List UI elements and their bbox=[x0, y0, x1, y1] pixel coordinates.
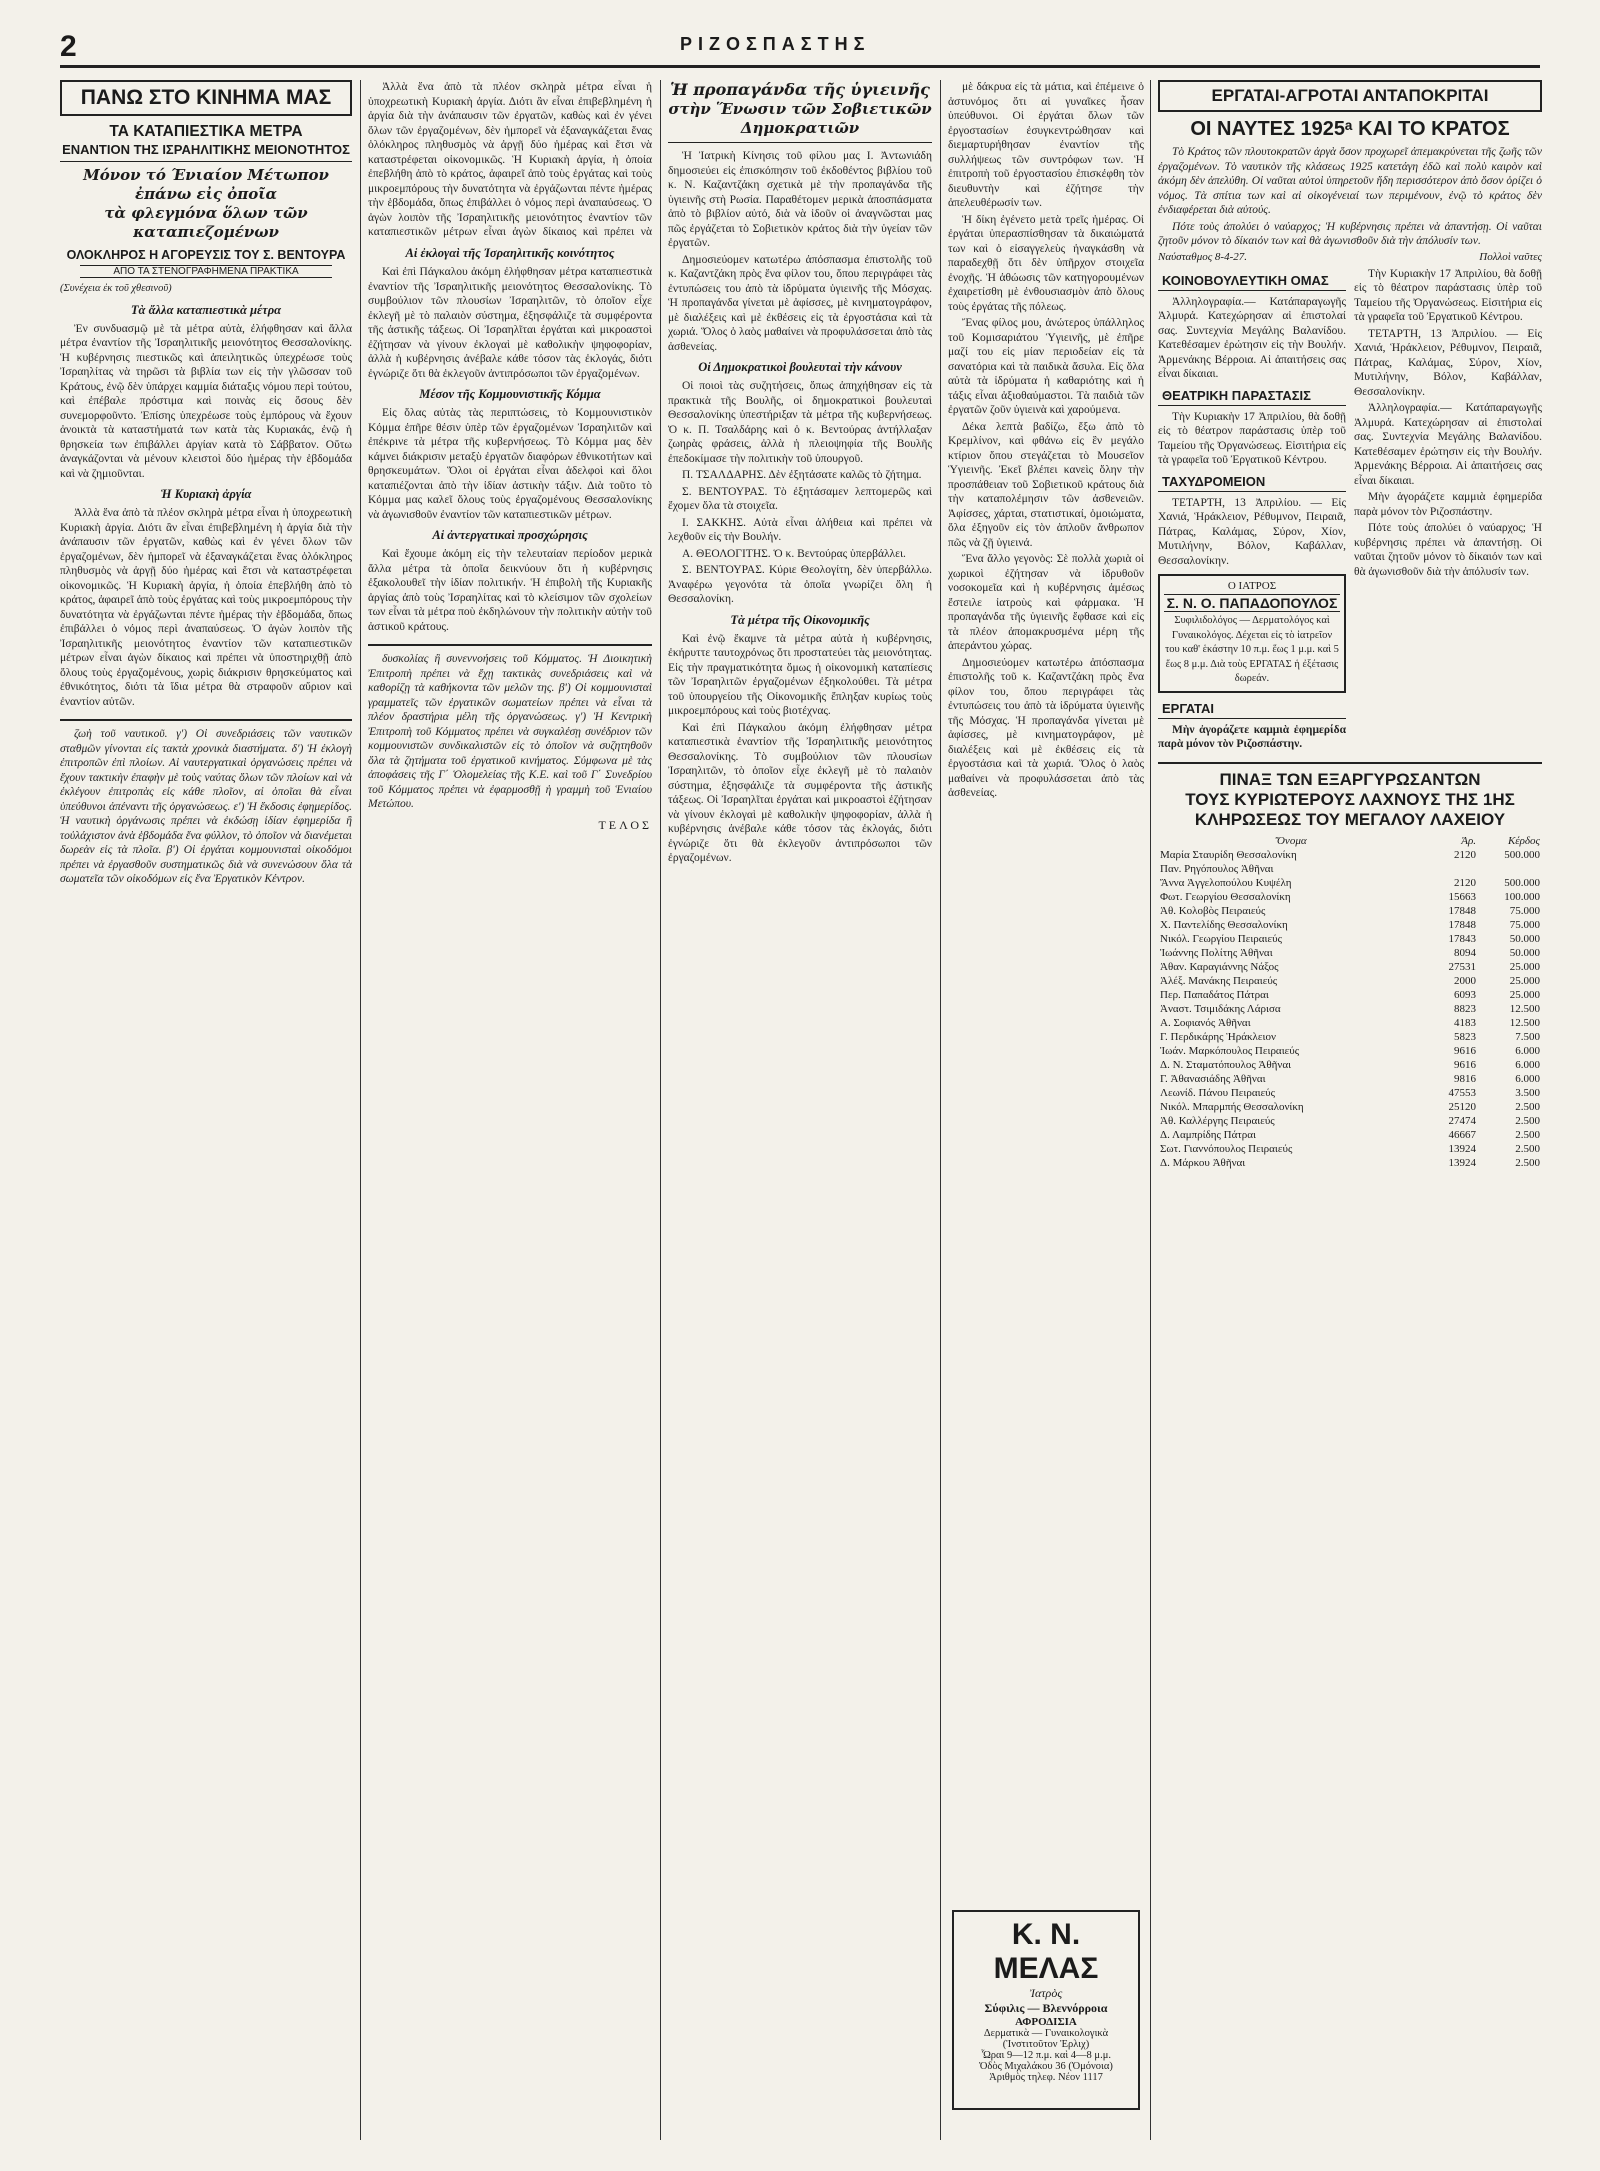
ad-line: ΑΦΡΟΔΙΣΙΑ bbox=[1015, 2016, 1077, 2028]
winner-name: Μαρία Σταυρίδη Θεσσαλονίκη bbox=[1160, 848, 1297, 861]
section-box: ΠΑΝΩ ΣΤΟ ΚΙΝΗΜΑ ΜΑΣ bbox=[60, 80, 352, 116]
winner-name: Περ. Παπαδάτος Πάτραι bbox=[1160, 988, 1269, 1001]
subhead: Ἡ Κυριακὴ ἀργία bbox=[160, 487, 252, 501]
table-row bbox=[1158, 974, 1542, 988]
prize-amount: 12.500 bbox=[1509, 1002, 1540, 1015]
table-row bbox=[1158, 960, 1542, 974]
prize-amount: 6.000 bbox=[1515, 1072, 1540, 1085]
winner-name: Α. Σοφιανός Ἀθῆναι bbox=[1160, 1016, 1251, 1029]
prize-amount: 75.000 bbox=[1509, 904, 1540, 917]
winner-name: Ἰωάννης Πολίτης Ἀθῆναι bbox=[1160, 946, 1273, 959]
end-marker: ΤΕΛΟΣ bbox=[598, 817, 652, 832]
table-title: ΤΟΥΣ ΚΥΡΙΩΤΕΡΟΥΣ ΛΑΧΝΟΥΣ ΤΗΣ 1ΗΣ bbox=[1185, 789, 1515, 809]
table-row bbox=[1158, 946, 1542, 960]
ticket-number: 17843 bbox=[1448, 932, 1476, 945]
winner-name: Ἰωάν. Μαρκόπουλος Πειραιεύς bbox=[1160, 1044, 1300, 1057]
signature: Πολλοὶ ναῦτες bbox=[1479, 250, 1542, 263]
column-rule bbox=[940, 80, 941, 2140]
table-row bbox=[1158, 1100, 1542, 1114]
article-body: Μὴν ἀγοράζετε καμμιὰ ἐφημερίδα παρὰ μόνον τὸν Ριζοσπάστην. bbox=[1158, 723, 1346, 750]
column-rule bbox=[660, 80, 661, 2140]
ticket-number: 4183 bbox=[1454, 1016, 1476, 1029]
table-row bbox=[1158, 988, 1542, 1002]
winner-name: Δ. Ν. Σταματόπουλος Ἀθῆναι bbox=[1160, 1058, 1292, 1071]
section-head: ΕΡΓΑΤΑΙ bbox=[1158, 699, 1346, 719]
prize-amount: 6.000 bbox=[1515, 1058, 1540, 1071]
article-body: Ἐν συνδυασμῷ μὲ τὰ μέτρα αὐτὰ, ἐλήφθησαν καὶ ἄλλα μέτρα ἐναντίον τῆς Ἰσραηλιτικῆς μειονότητος Θεσσαλονίκης. Ἡ κυβέρνησις πιεστικῶς καὶ ἀπειλητικῶς ὑπεχρέωσε τοὺς Ἰσραηλίτας νὰ τηρῶσι τὰ βιβλία των εἰς τὴν γλῶσσαν τοῦ Κράτους, ἐνῷ δὲν ὑπάρχει καμμία διάταξις νόμου περὶ τούτου, καὶ ἐπέβαλε πρόστιμα καὶ ποινὰς εἰς ὅσους δὲν συνεμορφοῦντο. Ἐπίσης ὑπεχρέωσε τοὺς ἐμπόρους νὰ ἔχουν ἀνοικτὰ τὰ καταστήματά των κατὰ τὰς Κυριακάς, ἐνῷ ἡ θρησκεία των ἐπιβάλλει ἀργίαν κατὰ τὸ Σάββατον. Οὕτω ἀναγκάζονται νὰ μένουν κλειστοὶ δύο ἡμέρας τὴν ἑβδομάδα καὶ νὰ ζημιοῦνται. bbox=[60, 322, 352, 480]
table-row bbox=[1158, 1002, 1542, 1016]
table-row bbox=[1158, 918, 1542, 932]
ad-label: Ο ΙΑΤΡΟΣ bbox=[1227, 580, 1277, 592]
article-body: μὲ δάκρυα εἰς τὰ μάτια, καὶ ἐπέμεινε ὁ ἀστυνόμος ὅτι αἱ γυναῖκες ἦσαν ὑπεύθυνοι. Οἱ ἐργάται ὅλων τῶν ἐργοστασίων ἐσυγκεντρώθησαν καὶ διεμαρτυρήθησαν ἐναντίον τῆς συλλήψεως τῶν συντρόφων των. Ἡ ἐπιτροπὴ τοῦ ἐργοστασίου ἐπισκέφθη τὸν διευθυντὴν καὶ ἐζήτησε τὴν ἀπελευθέρωσίν των. Ἡ δίκη ἐγένετο μετὰ τρεῖς ἡμέρας. Οἱ ἐργάται ὑπερασπίσθησαν τὰ δικαιώματά των καὶ ὁ εἰσαγγελεὺς ἠναγκάσθη νὰ παραδεχθῇ ὅτι δὲν ὑπῆρχον στοιχεῖα ἐνοχῆς. Ἡ ἀθώωσις τῶν κατηγορουμένων ἐχαιρετίσθη μὲ ἐνθουσιασμὸν ἀπὸ ὅλους τοὺς ἐργάτας τῆς πόλεως. Ἔνας φίλος μου, ἀνώτερος ὑπάλληλος τοῦ Κομισαριάτου Ὑγιεινῆς, μὲ ἐπῆρε μαζί του εἰς μίαν περιοδείαν εἰς τὰ σανατόρια καὶ τὰ παιδικὰ ἄσυλα. Εἰς ὅλα αὐτὰ τὰ ἱδρύματα ἡ καθαριότης καὶ ἡ τάξις εἶναι ἀξιοθαύμαστοι. Τὰ παιδιὰ τῶν ἐργατῶν ζοῦν ὑγιεινὰ καὶ χαρούμενα. Δέκα λεπτὰ βαδίζω, ἔξω ἀπὸ τὸ Κρεμλίνον, καὶ φθάνω εἰς ἓν μεγάλο κτίριον ὅπου στεγάζεται τὸ Μουσεῖον Ὑγιεινῆς. Ἐκεῖ βλέπει κανεὶς ὅλην τὴν προσπάθειαν τοῦ Σοβιετικοῦ κράτους διὰ τὴν καταπολέμησιν τῶν ἀσθενειῶν. Ἀφίσσες, χάρται, στατιστικαί, ὁμοιώματα, ὅλα ἐξηγοῦν εἰς τὸν ἁπλοῦν ἄνθρωπον πῶς νὰ ζῇ ὑγιεινά. Ἕνα ἄλλο γεγονὸς: Σὲ πολλὰ χωριὰ οἱ χωρικοὶ ἐζήτησαν νὰ ἱδρυθοῦν νοσοκομεῖα καὶ ἡ κυβέρνησις ἀμέσως ἔστειλε ἰατροὺς καὶ φάρμακα. Ἡ προπαγάνδα τῆς ὑγιεινῆς ἔφθασε καὶ εἰς τὰ πλέον ἀπομακρυσμένα μέρη τῆς ἀπεράντου χώρας. Δημοσιεύομεν κατωτέρω ἀπόσπασμα ἐπιστολῆς τοῦ κ. Καζαντζάκη πρὸς ἕνα φίλον του, ὅπου περιγράφει τὰς ἐντυπώσεις του ἀπὸ τὰ ἰδρύματα ὑγιεινῆς τῆς Μόσχας. Ἡ προπαγάνδα γίνεται μὲ ἀφίσσες, μὲ κινηματογράφον, μὲ διαλέξεις καὶ μὲ ἐκθέσεις εἰς τὰ ἐργοστάσια καὶ τὰ χωριά. Ὅλος ὁ λαὸς μαθαίνει νὰ προφυλάσσεται ἀπὸ τὰς ἀσθενείας. bbox=[948, 81, 1144, 799]
winner-name: Ἀθ. Κολοβὸς Πειραιεύς bbox=[1160, 904, 1266, 917]
table-row bbox=[1158, 904, 1542, 918]
script-line-1: Μόνον τό Ένιαίον Μέτωπον ἐπάνω εἰς ὀποῖα bbox=[83, 166, 329, 203]
page-number: 2 bbox=[60, 30, 77, 63]
winner-name: Δ. Μάρκου Ἀθῆναι bbox=[1160, 1156, 1246, 1169]
paper-name: ΡΙΖΟΣΠΑΣΤΗΣ bbox=[680, 34, 871, 54]
winner-name: Ἀθ. Καλλέργης Πειραιεύς bbox=[1160, 1114, 1275, 1127]
ticket-number: 17848 bbox=[1448, 918, 1476, 931]
article-body: Εἰς ὅλας αὐτὰς τὰς περιπτώσεις, τὸ Κομμουνιστικὸν Κόμμα ἐπῆρε θέσιν ὑπὲρ τῶν ἐργαζομένων Ἰσραηλιτῶν καὶ ἐπέκρινε τὰ μέτρα τῆς κυβερνήσεως. Τὸ Κόμμα μας δὲν κάμνει διάκρισιν μεταξὺ ἐργατῶν διαφόρων ἐθνικοτήτων καὶ θρησκευμάτων. Ὅλοι οἱ ἐργάται εἶναι ἀδελφοὶ καὶ ὅλοι καταπιέζονται ἀπὸ τὴν ἰδίαν ἀστικὴν τάξιν. Διὰ τοῦτο τὸ Κόμμα μας καλεῖ ὅλους τοὺς ἐργαζομένους Θεσσαλονίκης νὰ ἀγωνισθοῦν ἐναντίον τῶν καταπιεστικῶν μέτρων. bbox=[368, 407, 652, 521]
ad-line: Ὧραι 9—12 π.μ. καὶ 4—8 μ.μ. bbox=[981, 2050, 1111, 2061]
headline: ΟΙ ΝΑΥΤΕΣ 1925ᵃ ΚΑΙ ΤΟ ΚΡΑΤΟΣ bbox=[1190, 118, 1510, 140]
ticket-number: 15663 bbox=[1448, 890, 1476, 903]
ticket-number: 17848 bbox=[1448, 904, 1476, 917]
doctor-ad bbox=[1158, 574, 1346, 693]
table-title: ΚΛΗΡΩΣΕΩΣ ΤΟΥ ΜΕΓΑΛΟΥ ΛΑΧΕΙΟΥ bbox=[1194, 809, 1506, 829]
table-row bbox=[1158, 1030, 1542, 1044]
article-body: Οἱ ποιοὶ τὰς συζητήσεις, ὅπως ἀπηχήθησαν εἰς τὰ πρακτικὰ τῆς Βουλῆς, οἱ δημοκρατικοὶ βουλευταὶ Θεσσαλονίκης ὑπεστήριξαν τὰ μέτρα τῆς κυβερνήσεως. Ὁ κ. Π. Τσαλδάρης καὶ ὁ κ. Βεντούρας ἀντήλλαξαν ζωηρὰς φράσεις, ἀλλὰ ἡ πλειοψηφία τῆς Βουλῆς ἐπεδοκίμασε τὴν πολιτικὴν τοῦ ὑπουργοῦ. Π. ΤΣΑΛΔΑΡΗΣ. Δὲν ἐξητάσατε καλῶς τὸ ζήτημα. Σ. ΒΕΝΤΟΥΡΑΣ. Τὸ ἐξητάσαμεν λεπτομερῶς καὶ ἔχομεν ὅλα τὰ στοιχεῖα. Ι. ΣΑΚΚΗΣ. Αὐτὰ εἶναι ἀλήθεια καὶ πρέπει νὰ λεχθοῦν εἰς τὴν Βουλήν. Α. ΘΕΟΛΟΓΙΤΗΣ. Ὁ κ. Βεντούρας ὑπερβάλλει. Σ. ΒΕΝΤΟΥΡΑΣ. Κύριε Θεολογίτη, δὲν ὑπερβάλλω. Ἀναφέρω γεγονότα τὰ ὁποῖα γνωρίζει ὅλη ἡ Θεσσαλονίκη. bbox=[668, 380, 932, 605]
section-head: ΚΟΙΝΟΒΟΥΛΕΥΤΙΚΗ ΟΜΑΣ bbox=[1158, 271, 1346, 291]
prize-amount: 12.500 bbox=[1509, 1016, 1540, 1029]
ad-line: (Ἰνστιτοῦτον Ἐρλιχ) bbox=[1002, 2039, 1090, 2050]
subhead: Μέσον τῆς Κομμουνιστικῆς Κόμμα bbox=[419, 387, 601, 401]
prize-amount bbox=[1478, 862, 1542, 876]
headline-2: ΕΝΑΝΤΙΟΝ ΤΗΣ ΙΣΡΑΗΛΙΤΙΚΗΣ ΜΕΙΟΝΟΤΗΤΟΣ bbox=[60, 141, 352, 162]
prize-amount: 50.000 bbox=[1509, 946, 1540, 959]
column-1 bbox=[60, 80, 352, 2140]
ticket-number: 27531 bbox=[1448, 960, 1476, 973]
column-rule bbox=[1150, 80, 1151, 2140]
ticket-number: 2000 bbox=[1454, 974, 1476, 987]
article-body: Ἡ Ἰατρικὴ Κίνησις τοῦ φίλου μας Ι. Ἀντωνιάδη δημοσιεύει εἰς ἐπισκόπησιν τοῦ ἐκδοθέντος βιβλίου τοῦ κ. Ν. Καζαντζάκη σχετικὰ μὲ τὴν προπαγάνδα τῆς ὑγιεινῆς στὴ Ρωσία. Παραθέτομεν μερικὰ ἀποσπάσματα ἀπὸ τὸ βιβλίον αὐτό, διὰ νὰ ἰδοῦν οἱ ἀναγνῶσται μας πῶς ἐργάζεται τὸ Σοβιετικὸν κράτος διὰ τὴν ὑγείαν τῶν ἐργατῶν. Δημοσιεύομεν κατωτέρω ἀπόσπασμα ἐπιστολῆς τοῦ κ. Καζαντζάκη πρὸς ἕνα φίλον του, ὅπου περιγράφει τὰς ἐντυπώσεις του ἀπὸ τὰ ἰδρύματα ὑγιεινῆς τῆς Μόσχας. Ἡ προπαγάνδα γίνεται μὲ ἀφίσσες, μὲ κινηματογράφον, μὲ διαλέξεις καὶ μὲ ἐκθέσεις εἰς τὰ ἐργοστάσια καὶ τὰ χωριά. Ὅλος ὁ λαὸς μαθαίνει νὰ προφυλάσσεται ἀπὸ τὰς ἀσθενείας. bbox=[668, 150, 932, 353]
article-body: ΤΕΤΑΡΤΗ, 13 Ἀπριλίου. — Εἰς Χανιά, Ἡράκλειον, Ρέθυμνον, Πειραιᾶ, Πάτρας, Καλάμας, Σύρον, Χίον, Μυτιλήνην, Βόλον, Καβάλλαν, Θεσσαλονίκην. bbox=[1158, 496, 1346, 567]
prize-amount: 2.500 bbox=[1515, 1100, 1540, 1113]
table-header-row bbox=[1158, 834, 1542, 848]
prize-amount: 50.000 bbox=[1509, 932, 1540, 945]
winner-name: Δ. Λαμπρίδης Πάτραι bbox=[1160, 1128, 1256, 1141]
column-rule bbox=[360, 80, 361, 2140]
winner-name: Φωτ. Γεωργίου Θεσσαλονίκη bbox=[1160, 890, 1291, 903]
masthead bbox=[60, 30, 1540, 68]
prize-amount: 2.500 bbox=[1515, 1114, 1540, 1127]
prize-amount: 500.000 bbox=[1504, 848, 1540, 861]
table-row bbox=[1158, 890, 1542, 904]
table-title: ΠΙΝΑΞ ΤΩΝ ΕΞΑΡΓΥΡΩΣΑΝΤΩΝ bbox=[1219, 769, 1481, 789]
prize-amount: 25.000 bbox=[1509, 988, 1540, 1001]
ticket-number: 9616 bbox=[1454, 1044, 1476, 1057]
column-2 bbox=[368, 80, 652, 2140]
winner-name: Ἀθαν. Καραγιάννης Νάξος bbox=[1160, 960, 1279, 973]
article-body: Καὶ ἐπὶ Πάγκαλου ἀκόμη ἐλήφθησαν μέτρα καταπιεστικὰ ἐναντίον τῆς Ἰσραηλιτικῆς μειονότητος Θεσσαλονίκης. Τὸ συμβούλιον τῶν πλουσίων Ἰσραηλιτῶν, τὸ ὁποῖον εἶχε ἐκλεγῆ μὲ τὸ παλαιὸν σύστημα, ἐξησφάλιζε τὰ συμφέροντα τῆς ἀστικῆς τάξεως. Οἱ Ἰσραηλῖται ἐργάται καὶ μικροαστοὶ ἐζήτησαν νὰ γίνουν ἐκλογαὶ μὲ καθολικὴν ψηφοφορίαν, ἀλλὰ ἡ κυβέρνησις ἀνέβαλε κάθε τόσον τὰς ἐκλογάς, διότι ἐγνώριζε ὅτι θὰ ἐκλεγοῦν ἀντιπρόσωποι τῶν ἐργαζομένων. bbox=[368, 266, 652, 380]
article-body: Ἀλληλογραφία.— Κατάπαραγωγῆς Ἀλμυρά. Κατεχώρησαν αἱ ἐπιστολαί σας. Συντεχνία Μεγάλης Βαλανίδου. Κατεθέσαμεν ἐρώτησιν εἰς τὴν Βουλήν. Ἀρμενάκης Βέρροια. Αἱ ἀπαιτήσεις σας εἶναι δίκαιαι. bbox=[1158, 295, 1346, 380]
ticket-number: 6093 bbox=[1454, 988, 1476, 1001]
subhead: Τὰ μέτρα τῆς Οἰκονομικῆς bbox=[730, 612, 870, 627]
ticket-number: 2120 bbox=[1454, 876, 1476, 889]
prize-amount: 25.000 bbox=[1509, 974, 1540, 987]
prize-amount: 2.500 bbox=[1515, 1142, 1540, 1155]
prize-amount: 6.000 bbox=[1515, 1044, 1540, 1057]
subheadline: ΟΛΟΚΛΗΡΟΣ Η ΑΓΟΡΕΥΣΙΣ ΤΟΥ Σ. ΒΕΝΤΟΥΡΑ bbox=[66, 248, 346, 262]
table-row bbox=[1158, 1044, 1542, 1058]
ad-name: Κ. Ν. ΜΕΛΑΣ bbox=[993, 1918, 1099, 1985]
subhead: Οἱ Δημοκρατικοὶ βουλευταὶ τὴν κάνουν bbox=[698, 360, 902, 374]
table-row bbox=[1158, 1058, 1542, 1072]
column-header: Ἀρ. bbox=[1461, 834, 1476, 847]
article-body: Ἀλλὰ ἕνα ἀπὸ τὰ πλέον σκληρὰ μέτρα εἶναι ἡ ὑποχρεωτικὴ Κυριακὴ ἀργία. Διότι ἂν εἶναι ἐπιβεβλημένη ἡ ἀργία διὰ τὴν ἀνάπαυσιν τῶν ἐργατῶν, καθὼς καὶ ἐν γένει ὅλων τῶν ἐργαζομένων, δὲν ἠμπορεῖ νὰ ἐξαναγκάζεται ἕνας ὁλόκληρος πληθυσμὸς νὰ ἀργῇ δύο ἡμέρας καὶ ἔτσι νὰ καταστρέφεται οἰκονομικῶς. Ἡ Κυριακὴ ἀργία, ἡ ὁποία ἐπεβλήθη ἀπὸ τὸ κράτος, ἀφαιρεῖ ἀπὸ τοὺς ἐργάτας καὶ τοὺς μικροεμπόρους τὴν δυνατότητα νὰ ἐργάζωνται πέντε ἡμέρας τὴν ἑβδομάδα, ὅπως ἐπιβάλλει ὁ νόμος περὶ ἀναπαύσεως. Ὁ ἀγὼν λοιπὸν τῆς Ἰσραηλιτικῆς μειονότητος ἐναντίον τῶν καταπιεστικῶν μέτρων εἶναι ἀγὼν δίκαιος καὶ πρέπει νὰ ὑποστηριχθῇ ἀπὸ ὅλους τοὺς ἐργαζομένους, χωρὶς διάκρισιν θρησκεύματος καὶ ἐθνικότητος, διότι τὰ ἴδια μέτρα θὰ στραφοῦν αὔριον καὶ ἐναντίον αὐτῶν. bbox=[60, 507, 352, 708]
right-subcol bbox=[1354, 267, 1542, 754]
ticket-number: 8094 bbox=[1454, 946, 1476, 959]
prize-amount: 25.000 bbox=[1509, 960, 1540, 973]
article-body: Τὴν Κυριακὴν 17 Ἀπριλίου, θὰ δοθῇ εἰς τὸ θέατρον παράστασις ὑπὲρ τοῦ Ταμείου τῆς Ὀργανώσεως. Εἰσιτήρια εἰς τὰ γραφεῖα τοῦ Ἐργατικοῦ Κέντρου. bbox=[1158, 410, 1346, 466]
subhead: Τὰ ἄλλα καταπιεστικὰ μέτρα bbox=[130, 302, 282, 317]
article-body: Ἀλλὰ ἕνα ἀπὸ τὰ πλέον σκληρὰ μέτρα εἶναι ἡ ὑποχρεωτικὴ Κυριακὴ ἀργία. Διότι ἂν εἶναι ἐπιβεβλημένη ἡ ἀργία διὰ τὴν ἀνάπαυσιν τῶν ἐργατῶν, καθὼς καὶ ἐν γένει ὅλων τῶν ἐργαζομένων, δὲν ἠμπορεῖ νὰ ἐξαναγκάζεται ἕνας ὁλόκληρος πληθυσμὸς νὰ ἀργῇ δύο ἡμέρας καὶ ἔτσι νὰ καταστρέφεται οἰκονομικῶς. Ἡ Κυριακὴ ἀργία, ἡ ὁποία ἐπεβλήθη ἀπὸ τὸ κράτος, ἀφαιρεῖ ἀπὸ τοὺς ἐργάτας καὶ τοὺς μικροεμπόρους τὴν δυνατότητα νὰ ἐργάζωνται πέντε ἡμέρας τὴν ἑβδομάδα, ὅπως ἐπιβάλλει ὁ νόμος περὶ ἀναπαύσεως. Ὁ ἀγὼν λοιπὸν τῆς Ἰσραηλιτικῆς μειονότητος ἐναντίον τῶν καταπιεστικῶν μέτρων εἶναι ἀγὼν δίκαιος καὶ πρέπει νὰ bbox=[368, 81, 652, 238]
column-header: Ὄνομα bbox=[1275, 834, 1307, 847]
table-row bbox=[1158, 1114, 1542, 1128]
prize-amount: 3.500 bbox=[1515, 1086, 1540, 1099]
table-row bbox=[1158, 1016, 1542, 1030]
winner-name: Παν. Ρηγόπουλος Ἀθῆναι bbox=[1160, 862, 1274, 875]
ticket-number: 25120 bbox=[1448, 1100, 1476, 1113]
banner: ΕΡΓΑΤΑΙ-ΑΓΡΟΤΑΙ ΑΝΤΑΠΟΚΡΙΤΑΙ bbox=[1158, 80, 1542, 112]
continued-note: (Συνέχεια ἐκ τοῦ χθεσινοῦ) bbox=[60, 283, 172, 294]
script-headline-1: Ἡ προπαγάνδα τῆς ὑγιεινῆς bbox=[670, 80, 930, 99]
prize-amount: 100.000 bbox=[1504, 890, 1540, 903]
column-3 bbox=[668, 80, 932, 2140]
ticket-number bbox=[1424, 862, 1478, 876]
ticket-number: 13924 bbox=[1448, 1142, 1476, 1155]
table-row bbox=[1158, 1086, 1542, 1100]
winner-name: Νικόλ. Γεωργίου Πειραιεύς bbox=[1160, 932, 1282, 945]
ticket-number: 8823 bbox=[1454, 1002, 1476, 1015]
table-row bbox=[1158, 932, 1542, 946]
column-5 bbox=[1158, 80, 1542, 2140]
ticket-number: 2120 bbox=[1454, 848, 1476, 861]
date-line: Ναύσταθμος 8-4-27. bbox=[1158, 250, 1248, 263]
ticket-number: 27474 bbox=[1448, 1114, 1476, 1127]
article-body: Τὸ Κράτος τῶν πλουτοκρατῶν ἀργὰ ὅσον προχωρεῖ ἀπεμακρύνεται τῆς ζωῆς τῶν ἐργαζομένων. Τὸ ναυτικὸν τῆς κλάσεως 1925 κατετάγη ἐδῶ καὶ πολὺ καιρὸν καὶ ἀκόμη δὲν ἀπελύθη. Οἱ ναῦται αὐτοὶ ὑπηρετοῦν ἤδη περισσότερον ἀπὸ ὅσον ὁρίζει ὁ νόμος. Τὰ σπίτια των καὶ αἱ οἰκογένειαί των περιμένουν, ἐνῷ τὸ κράτος δὲν ἐνδιαφέρεται διὰ αὐτούς. Πότε τοὺς ἀπολύει ὁ ναύαρχος; Ἡ κυβέρνησις πρέπει νὰ ἀπαντήσῃ. Οἱ ναῦται ζητοῦν μόνον τὸ δίκαιόν των καὶ θὰ ἀγωνισθοῦν διὰ τὴν ἀπόλυσίν των. bbox=[1158, 146, 1542, 247]
script-headline-2: στὴν Ἕνωσιν τῶν Σοβιετικῶν Δημοκρατιῶν bbox=[668, 100, 932, 143]
ticket-number: 9616 bbox=[1454, 1058, 1476, 1071]
ticket-number: 46667 bbox=[1448, 1128, 1476, 1141]
script-line-2: τὰ φλεγμόνα ὅλων τῶν καταπιεζομένων bbox=[104, 204, 308, 241]
ticket-number: 9816 bbox=[1454, 1072, 1476, 1085]
article-body: Τὴν Κυριακὴν 17 Ἀπριλίου, θὰ δοθῇ εἰς τὸ θέατρον παράστασις ὑπὲρ τοῦ Ταμείου τῆς Ὀργανώσεως. Εἰσιτήρια εἰς τὰ γραφεῖα τοῦ Ἐργατικοῦ Κέντρου. ΤΕΤΑΡΤΗ, 13 Ἀπριλίου. — Εἰς Χανιά, Ἡράκλειον, Ρέθυμνον, Πειραιᾶ, Πάτρας, Καλάμας, Σύρον, Χίον, Μυτιλήνην, Βόλον, Καβάλλαν, Θεσσαλονίκην. Ἀλληλογραφία.— Κατάπαραγωγῆς Ἀλμυρά. Κατεχώρησαν αἱ ἐπιστολαί σας. Συντεχνία Μεγάλης Βαλανίδου. Κατεθέσαμεν ἐρώτησιν εἰς τὴν Βουλήν. Ἀρμενάκης Βέρροια. Αἱ ἀπαιτήσεις σας εἶναι δίκαιαι. Μὴν ἀγοράζετε καμμιὰ ἐφημερίδα παρὰ μόνον τὸν Ριζοσπάστην. Πότε τοὺς ἀπολύει ὁ ναύαρχος; Ἡ κυβέρνησις πρέπει νὰ ἀπαντήσῃ. Οἱ ναῦται ζητοῦν μόνον τὸ δίκαιόν των καὶ θὰ ἀγωνισθοῦν διὰ τὴν ἀπόλυσίν των. bbox=[1354, 267, 1542, 578]
ticket-number: 13924 bbox=[1448, 1156, 1476, 1169]
winner-name: Ἀλέξ. Μανάκης Πειραιεύς bbox=[1160, 974, 1278, 987]
winner-name: Ἀναστ. Τσιμιδάκης Λάρισα bbox=[1160, 1002, 1281, 1015]
section-head: ΘΕΑΤΡΙΚΗ ΠΑΡΑΣΤΑΣΙΣ bbox=[1158, 386, 1346, 406]
ticket-number: 5823 bbox=[1454, 1030, 1476, 1043]
table-row bbox=[1158, 1142, 1542, 1156]
article-body: ζωὴ τοῦ ναυτικοῦ. γ') Οἱ συνεδριάσεις τῶν ναυτικῶν σταθμῶν γίνονται εἰς τακτὰ χρονικὰ διαστήματα. δ') Ἡ ἐκλογὴ ἐπιτροπῶν ἐπὶ πλοίων. Αἱ ναυτεργατικαὶ ὀργανώσεις πρέπει νὰ ἔχουν τακτικὴν ἐπαφὴν μὲ τοὺς ναύτας ὅλων τῶν πλοίων καὶ νὰ ἐκλέγουν ἐπιτροπὰς εἰς κάθε πλοῖον, αἱ ὁποῖαι θὰ εἶναι ὑπεύθυνοι ἀπέναντι τῆς ὀργανώσεως. ε') Ἡ ἔκδοσις ἐφημερίδος. Ἡ ναυτικὴ ὀργάνωσις πρέπει νὰ ἐκδώσῃ ἰδίαν ἐφημερίδα ἢ τοὐλάχιστον ἀνὰ ἑβδομάδα ἕνα φύλλον, τὸ ὁποῖον νὰ διανέμεται δωρεὰν εἰς τὰ πλοῖα. β') Οἱ ἐργάται κομμουνισταὶ οἰκοδόμοι πρέπει νὰ ἐργασθοῦν συστηματικῶς διὰ νὰ συνενώσουν ὅλα τὰ σωματεῖα τῶν οἰκοδόμων εἰς ἕνα Ἐργατικὸν Κέντρον. bbox=[60, 728, 352, 885]
winner-name: Γ. Περδικάρης Ἡράκλειον bbox=[1160, 1030, 1276, 1043]
article-body: Καὶ ἔχουμε ἀκόμη εἰς τὴν τελευταίαν περίοδον μερικὰ ἄλλα μέτρα τὰ ὁποῖα δεικνύουν ὅτι ἡ κυβέρνησις ἐξακολουθεῖ τὴν ἰδίαν πολιτικήν. Ἡ ἐπιβολὴ τῆς Κυριακῆς ἀργίας ἀπὸ τοὺς Ἰσραηλίτας καὶ τὸ κλείσιμον τῶν σχολείων των εἶναι τὰ μέτρα ποὺ ἐκδηλώνουν τὴν πολιτικὴν αὐτὴν τοῦ ἀστικοῦ κράτους. bbox=[368, 548, 652, 633]
lottery-table-section bbox=[1158, 762, 1542, 1170]
subhead: Αἱ ἀντεργατικαὶ προσχώρησις bbox=[432, 528, 588, 542]
ad-line: Ἀριθμὸς τηλεφ. Νέον 1117 bbox=[989, 2072, 1103, 2083]
signature-line bbox=[1158, 251, 1542, 263]
table-row bbox=[1158, 1072, 1542, 1086]
winner-name: Ἄννα Ἀγγελοπούλου Κυψέλη bbox=[1160, 876, 1292, 889]
ticket-number: 47553 bbox=[1448, 1086, 1476, 1099]
two-col-block bbox=[1158, 267, 1542, 754]
divider bbox=[368, 644, 652, 646]
ad-line: Ὁδὸς Μιχαλάκου 36 (Ὀμόνοια) bbox=[979, 2061, 1113, 2072]
table-row bbox=[1158, 848, 1542, 862]
prize-amount: 7.500 bbox=[1515, 1030, 1540, 1043]
headline-1: ΤΑ ΚΑΤΑΠΙΕΣΤΙΚΑ ΜΕΤΡΑ bbox=[109, 123, 303, 140]
winner-name: Χ. Παντελίδης Θεσσαλονίκη bbox=[1160, 918, 1288, 931]
section-head: ΤΑΧΥΔΡΟΜΕΙΟΝ bbox=[1158, 472, 1346, 492]
winners-table bbox=[1158, 834, 1542, 1170]
article-body: δυσκολίας ἢ συνεννοήσεις τοῦ Κόμματος. Ἡ Διοικητικὴ Ἐπιτροπὴ πρέπει νὰ ἔχῃ τακτικὰς συνεδριάσεις καὶ νὰ καθορίζῃ τὰ καθήκοντα τῶν μελῶν της. β') Οἱ κομμουνισταὶ γραμματεῖς τῶν ἐργατικῶν σωματείων πρέπει νὰ εἶναι τὰ πλέον δραστήρια μέλη τῆς ὀργανώσεως. γ') Ἡ Κεντρικὴ Ἐπιτροπὴ τοῦ Κόμματος πρέπει νὰ συγκαλέσῃ συνέδριον τῶν κομμουνιστῶν συνδικαλιστῶν εἰς τὸ ὁποῖον νὰ συζητηθοῦν ὅλα τὰ ζητήματα τοῦ ἐργατικοῦ κινήματος. Σύμφωνα μὲ τὰς ἀποφάσεις τῆς Γ΄ Ὁλομελείας τῆς Κ.Ε. καὶ τοῦ Γ΄ Συνεδρίου τοῦ Κόμματος πρέπει νὰ ἐφαρμοσθῇ ἡ γραμμὴ τοῦ Ἑνιαίου Μετώπου. bbox=[368, 653, 652, 810]
column-4 bbox=[948, 80, 1144, 2140]
table-row bbox=[1158, 1156, 1542, 1170]
ad-line: Ἰατρὸς bbox=[1029, 1986, 1063, 2000]
divider bbox=[60, 719, 352, 721]
subhead: Αἱ ἐκλογαὶ τῆς Ἰσραηλιτικῆς κοινότητος bbox=[405, 246, 615, 260]
winner-name: Λεωνίδ. Πάνου Πειραιεύς bbox=[1160, 1086, 1275, 1099]
table-row bbox=[1158, 862, 1542, 876]
winner-name: Σωτ. Γιαννόπουλος Πειραιεύς bbox=[1160, 1142, 1293, 1155]
prize-amount: 2.500 bbox=[1515, 1156, 1540, 1169]
subnote: ΑΠΟ ΤΑ ΣΤΕΝΟΓΡΑΦΗΜΕΝΑ ΠΡΑΚΤΙΚΑ bbox=[80, 265, 332, 278]
table-row bbox=[1158, 1128, 1542, 1142]
winner-name: Γ. Ἀθανασιάδης Ἀθῆναι bbox=[1160, 1072, 1266, 1085]
column-header: Κέρδος bbox=[1507, 834, 1540, 847]
ad-name: Σ. Ν. Ο. ΠΑΠΑΔΟΠΟΥΛΟΣ bbox=[1164, 594, 1340, 612]
ad-line: Δερματικὰ — Γυναικολογικὰ bbox=[983, 2028, 1109, 2039]
ad-line: Σύφιλις — Βλεννόρροια bbox=[984, 2001, 1108, 2015]
doctor-ad bbox=[952, 1910, 1140, 2110]
prize-amount: 500.000 bbox=[1504, 876, 1540, 889]
ad-body: Συφιλιδολόγος — Δερματολόγος καὶ Γυναικολόγος. Δέχεται εἰς τὸ ἰατρεῖον του καθ' ἑκάστην 10 π.μ. ἕως 1 μ.μ. καὶ 5 ἕως 8 μ.μ. Διὰ τοὺς ΕΡΓΑΤΑΣ ἡ ἐξέτασις δωρεάν. bbox=[1165, 615, 1339, 684]
prize-amount: 75.000 bbox=[1509, 918, 1540, 931]
winner-name: Νικόλ. Μπαρμπής Θεσσαλονίκη bbox=[1160, 1100, 1304, 1113]
left-subcol bbox=[1158, 267, 1346, 754]
table-row bbox=[1158, 876, 1542, 890]
prize-amount: 2.500 bbox=[1515, 1128, 1540, 1141]
article-body: Καὶ ἐνῷ ἔκαμνε τὰ μέτρα αὐτὰ ἡ κυβέρνησις, ἐκήρυττε ταυτοχρόνως ὅτι προστατεύει τὰς μειονότητας. Εἰς τὴν πραγματικότητα ὅμως ἡ οἰκονομικὴ καταπίεσις τῶν Ἰσραηλιτῶν ἐργαζομένων ἐξηκολούθει. Τὰ μέτρα τοῦ ὑπουργείου τῆς Οἰκονομικῆς ἔπληξαν κυρίως τοὺς μικροεμπόρους καὶ τοὺς βιοτέχνας. Καὶ ἐπὶ Πάγκαλου ἀκόμη ἐλήφθησαν μέτρα καταπιεστικὰ ἐναντίον τῆς Ἰσραηλιτικῆς μειονότητος Θεσσαλονίκης. Τὸ συμβούλιον τῶν πλουσίων Ἰσραηλιτῶν, τὸ ὁποῖον εἶχε ἐκλεγῆ μὲ τὸ παλαιὸν σύστημα, ἐξησφάλιζε τὰ συμφέροντα τῆς ἀστικῆς τάξεως. Οἱ Ἰσραηλῖται ἐργάται καὶ μικροαστοὶ ἐζήτησαν νὰ γίνουν ἐκλογαὶ μὲ καθολικὴν ψηφοφορίαν, ἀλλὰ ἡ κυβέρνησις ἀνέβαλε κάθε τόσον τὰς ἐκλογάς, διότι ἐγνώριζε ὅτι θὰ ἐκλεγοῦν ἀντιπρόσωποι τῶν ἐργαζομένων. bbox=[668, 632, 932, 864]
